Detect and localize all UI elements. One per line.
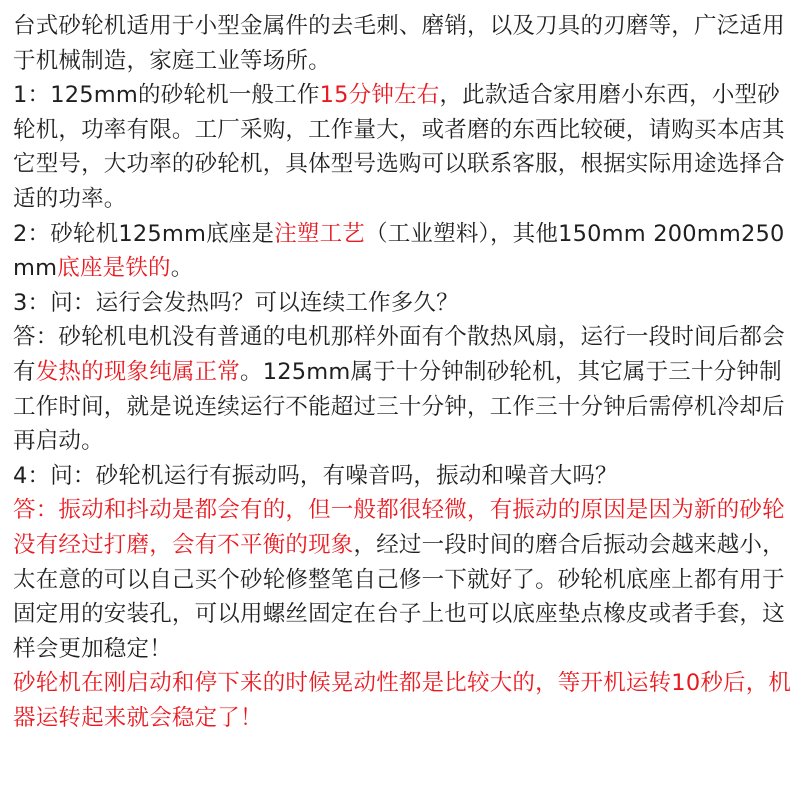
highlight-text: 答：振动和抖动是都会有的，但一般都很轻微，有振动的原因是因为新的砂轮没有经过打磨，会有不平衡的现象 xyxy=(13,497,785,558)
intro-paragraph xyxy=(13,9,795,78)
text-segment: 台式砂轮机适用于小型金属件的去毛刺、磨销，以及刀具的刃磨等，广泛适用于机械制造，家庭工业等场所。 xyxy=(13,13,785,74)
item-3-answer xyxy=(13,320,795,458)
text-segment: 1：125mm的砂轮机一般工作 xyxy=(13,82,320,109)
text-segment: ，此款适合家用磨小东西，小型砂轮机，功率有限。工厂采购，工作量大，或者磨的东西比较硬，请购买本店其它型号，大功率的砂轮机，具体型号选购可以联系客服，根据实际用途选择合适的功率。 xyxy=(13,82,785,212)
text-segment: 。 xyxy=(170,255,194,282)
highlight-text: 15分钟左右 xyxy=(319,82,440,109)
highlight-text: 发热的现象纯属正常 xyxy=(35,358,241,385)
text-segment: 。125mm属于十分钟制砂轮机，其它属于三十分钟制工作时间，就是说连续运行不能超过三十分钟，工作三十分钟后需停机冷却后再启动。 xyxy=(13,358,785,455)
closing-note xyxy=(13,666,795,735)
item-2-paragraph xyxy=(13,217,795,286)
text-segment: （工业塑料），其他150mm 200mm250mm xyxy=(13,220,785,282)
item-4-answer xyxy=(13,493,795,666)
highlight-text: 砂轮机在刚启动和停下来的时候晃动性都是比较大的，等开机运转10秒后，机器运转起来就会稳定了！ xyxy=(13,670,792,731)
item-4-question xyxy=(13,459,795,494)
text-segment: 2：砂轮机125mm底座是 xyxy=(13,220,275,247)
highlight-text: 注塑工艺 xyxy=(274,220,366,247)
text-segment: 答：砂轮机电机没有普通的电机那样外面有个散热风扇，运行一段时间后都会有 xyxy=(13,324,785,385)
product-description xyxy=(13,9,795,735)
item-1-paragraph xyxy=(13,78,795,216)
text-segment: ，经过一段时间的磨合后振动会越来越小，太在意的可以自己买个砂轮修整笔自己修一下就好了。砂轮机底座上都有用于固定用的安装孔，可以用螺丝固定在台子上也可以底座垫点橡皮或者手套，这样会更加稳定！ xyxy=(13,531,785,662)
text-segment: 4：问：砂轮机运行有振动吗，有噪音吗，振动和噪音大吗？ xyxy=(13,462,618,489)
text-segment: 3：问：运行会发热吗？可以连续工作多久？ xyxy=(13,289,459,316)
highlight-text: 底座是铁的 xyxy=(57,255,171,282)
item-3-question xyxy=(13,286,795,321)
